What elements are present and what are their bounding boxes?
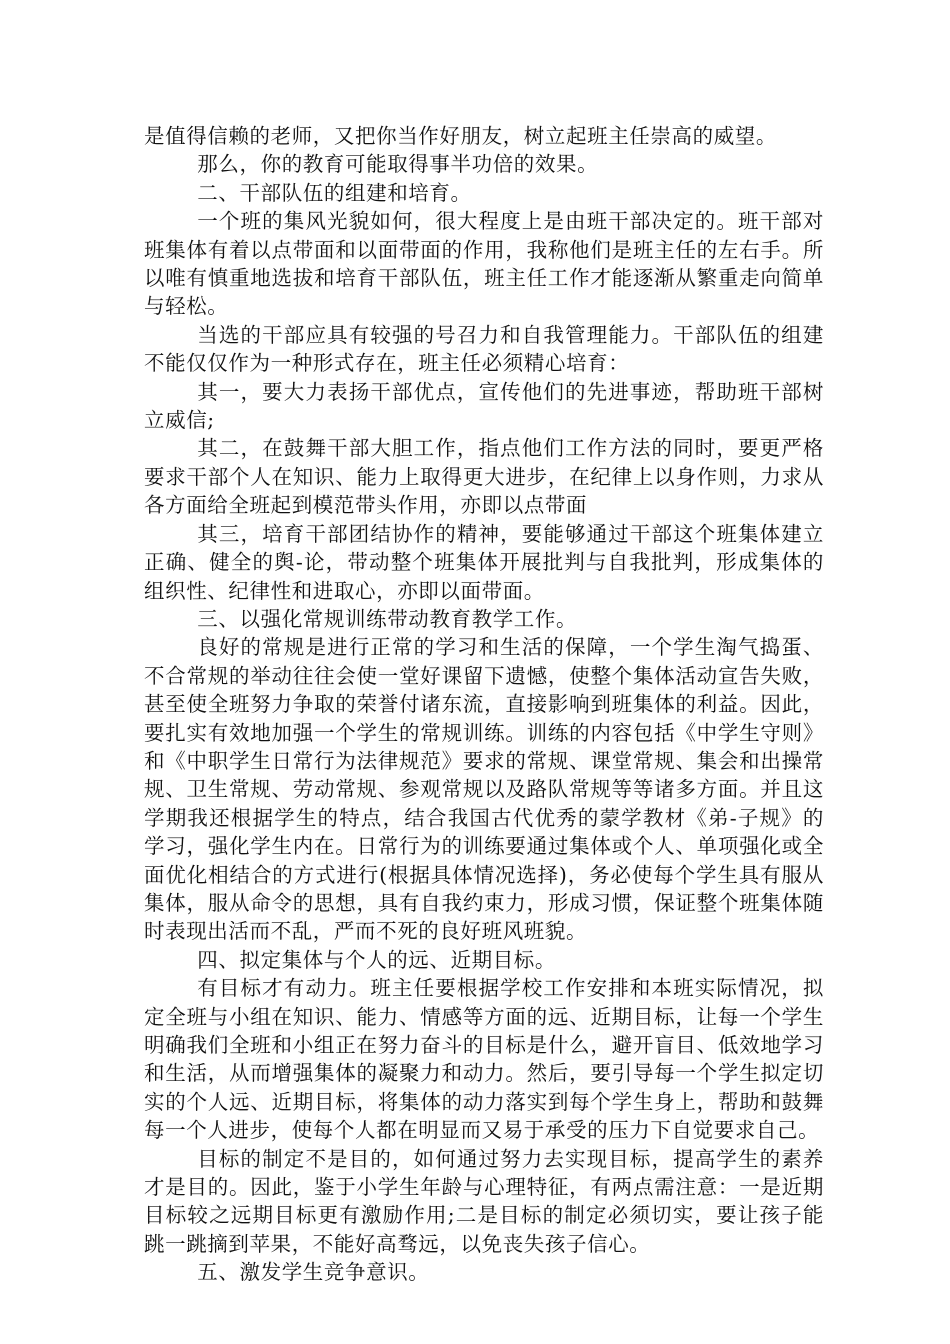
paragraph-continuation: 是值得信赖的老师，又把你当作好朋友，树立起班主任崇高的威望。 (144, 124, 777, 148)
section-heading-2: 二、干部队伍的组建和培育。 (197, 180, 472, 205)
paragraph-body: 其三，培育干部团结协作的精神，要能够通过干部这个班集体建立正确、健全的舆-论，带动整个班集体开展批判与自我批判，形成集体的组织性、纪律性和进取心，亦即以面带面。 (144, 521, 824, 603)
section-heading-3: 三、以强化常规训练带动教育教学工作。 (197, 606, 578, 631)
paragraph-body: 目标的制定不是目的，如何通过努力去实现目标，提高学生的素养才是目的。因此，鉴于小学生年龄与心理特征，有两点需注意：一是近期目标较之远期目标更有激励作用;二是目标的制定必须切实，要让孩子能跳一跳摘到苹果，不能好高骛远，以免丧失孩子信心。 (144, 1146, 824, 1256)
paragraph-body: 良好的常规是进行正常的学习和生活的保障，一个学生淘气捣蛋、不合常规的举动往往会使一堂好课留下遗憾，使整个集体活动宣告失败，甚至使全班努力争取的荣誉付诸东流，直接影响到班集体的利益。因此，要扎实有效地加强一个学生的常规训练。训练的内容包括《中学生守则》和《中职学生日常行为法律规范》要求的常规、课堂常规、集会和出操常规、卫生常规、劳动常规、参观常规以及路队常规等等诸多方面。并且这学期我还根据学生的特点，结合我国古代优秀的蒙学教材《弟-子规》的学习，强化学生内在。日常行为的训练要通过集体或个人、单项强化或全面优化相结合的方式进行(根据具体情况选择)，务必使每个学生具有服从集体，服从命令的思想，具有自我约束力，形成习惯，保证整个班集体随时表现出活而不乱，严而不死的良好班风班貌。 (144, 635, 824, 944)
document-page (144, 122, 824, 1287)
paragraph-body: 当选的干部应具有较强的号召力和自我管理能力。干部队伍的组建不能仅仅作为一种形式存在，班主任必须精心培育： (144, 322, 824, 376)
paragraph-body: 那么，你的教育可能取得事半功倍的效果。 (197, 152, 599, 177)
paragraph-body: 其一，要大力表扬干部优点，宣传他们的先进事迹，帮助班干部树立威信; (144, 379, 824, 433)
paragraph-body: 一个班的集风光貌如何，很大程度上是由班干部决定的。班干部对班集体有着以点带面和以面带面的作用，我称他们是班主任的左右手。所以唯有慎重地选拔和培育干部队伍，班主任工作才能逐渐从繁重走向简单与轻松。 (144, 209, 824, 319)
paragraph-body: 其二，在鼓舞干部大胆工作，指点他们工作方法的同时，要更严格要求干部个人在知识、能力上取得更大进步，在纪律上以身作则，力求从各方面给全班起到模范带头作用，亦即以点带面 (144, 436, 824, 518)
section-heading-5: 五、激发学生竞争意识。 (197, 1260, 430, 1285)
paragraph-body: 有目标才有动力。班主任要根据学校工作安排和本班实际情况，拟定全班与小组在知识、能力、情感等方面的远、近期目标，让每一个学生明确我们全班和小组正在努力奋斗的目标是什么，避开盲目、低效地学习和生活，从而增强集体的凝聚力和动力。然后，要引导每一个学生拟定切实的个人远、近期目标，将集体的动力落实到每个学生身上，帮助和鼓舞每一个人进步，使每个人都在明显而又易于承受的压力下自觉要求自己。 (144, 976, 824, 1143)
section-heading-4: 四、拟定集体与个人的远、近期目标。 (197, 947, 556, 972)
